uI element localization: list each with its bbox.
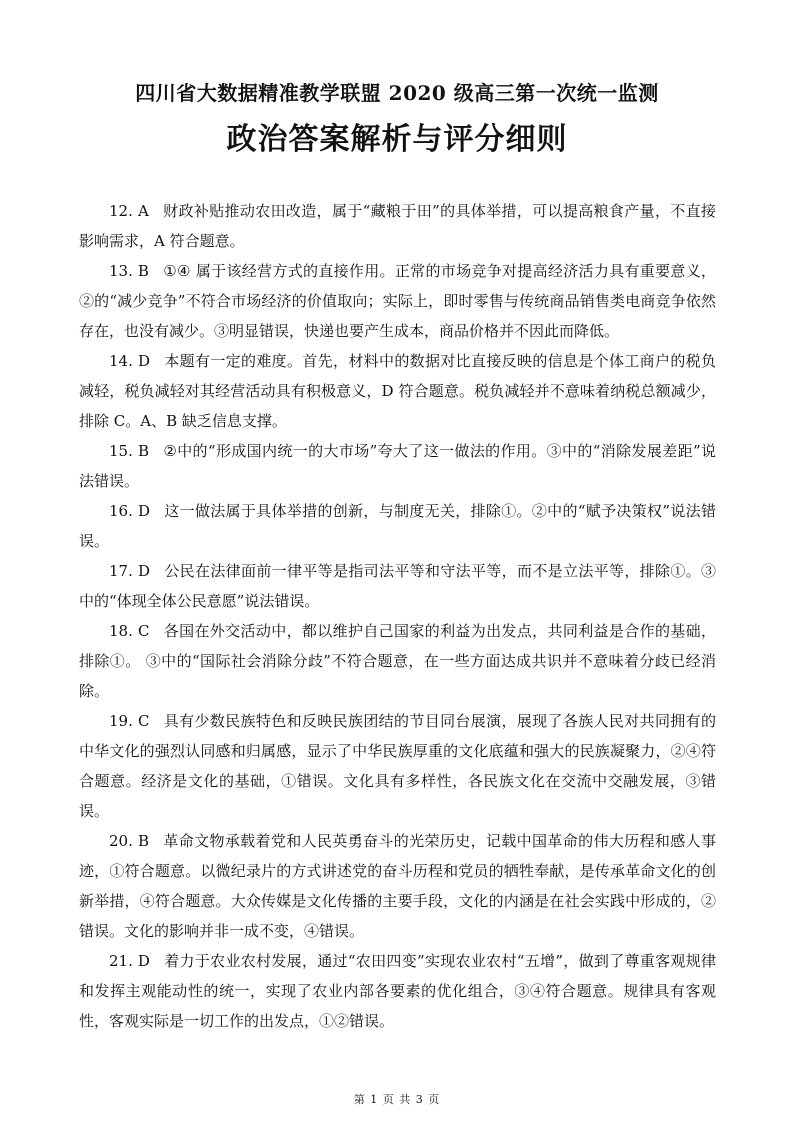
answer-number: 20. B (109, 832, 150, 850)
answer-number: 13. B (109, 262, 149, 280)
answer-text: 本题有一定的难度。首先，材料中的数据对比直接反映的信息是个体工商户的税负减轻，税负减轻对其经营活动具有积极意义，D 符合题意。税负减轻并不意味着纳税总额减少，排除 C。A、B 缺乏信息支撑。 (79, 352, 716, 430)
answer-text: ②中的“形成国内统一的大市场”夸大了这一做法的作用。③中的“消除发展差距”说法错误。 (79, 442, 716, 490)
answer-text: 这一做法属于具体举措的创新，与制度无关，排除①。②中的“赋予决策权”说法错误。 (79, 502, 716, 550)
page-footer: 第 1 页 共 3 页 (353, 1093, 441, 1106)
document-title: 四川省大数据精准教学联盟 2020 级高三第一次统一监测 (135, 81, 659, 105)
answer-text: 公民在法律面前一律平等是指司法平等和守法平等，而不是立法平等，排除①。③中的“体现全体公民意愿”说法错误。 (79, 562, 716, 610)
answer-text: 革命文物承载着党和人民英勇奋斗的光荣历史，记载中国革命的伟大历程和感人事迹，①符合题意。以微纪录片的方式讲述党的奋斗历程和党员的牺牲奉献，是传承革命文化的创新举措，④符合题意。大众传媒是文化传播的主要手段，文化的内涵是在社会实践中形成的，②错误。文化的影响并非一成不变，④错误。 (79, 832, 716, 940)
answer-text: 财政补贴推动农田改造，属于“藏粮于田”的具体举措，可以提高粮食产量，不直接影响需求，A 符合题意。 (79, 202, 716, 250)
answer-number: 18. C (109, 622, 150, 640)
answer-number: 21. D (109, 952, 150, 970)
answer-item-18 (79, 616, 716, 706)
answer-number: 17. D (109, 562, 150, 580)
answer-item-15 (79, 436, 716, 496)
answer-number: 12. A (109, 202, 149, 220)
answer-item-17 (79, 556, 716, 616)
answer-item-16 (79, 496, 716, 556)
document-header (0, 78, 794, 162)
answer-number: 16. D (109, 502, 150, 520)
answer-item-13 (79, 256, 716, 346)
answer-number: 14. D (109, 352, 150, 370)
answer-text: ①④ 属于该经营方式的直接作用。正常的市场竞争对提高经济活力具有重要意义，②的“减少竞争”不符合市场经济的价值取向；实际上，即时零售与传统商品销售类电商竞争依然存在，也没有减少。③明显错误，快递也要产生成本，商品价格并不因此而降低。 (79, 262, 716, 340)
answer-item-21 (79, 946, 716, 1036)
answer-list (79, 196, 716, 1036)
answer-item-12 (79, 196, 716, 256)
answer-text: 具有少数民族特色和反映民族团结的节目同台展演，展现了各族人民对共同拥有的中华文化的强烈认同感和归属感，显示了中华民族厚重的文化底蕴和强大的民族凝聚力，②④符合题意。经济是文化的基础，①错误。文化具有多样性，各民族文化在交流中交融发展，③错误。 (79, 712, 716, 820)
answer-item-14 (79, 346, 716, 436)
answer-text: 着力于农业农村发展，通过“农田四变”实现农业农村“五增”，做到了尊重客观规律和发挥主观能动性的统一，实现了农业内部各要素的优化组合，③④符合题意。规律具有客观性，客观实际是一切工作的出发点，①②错误。 (79, 952, 716, 1030)
answer-number: 15. B (109, 442, 150, 460)
document-subtitle: 政治答案解析与评分细则 (226, 122, 568, 157)
answer-item-19 (79, 706, 716, 826)
answer-text: 各国在外交活动中，都以维护自己国家的利益为出发点，共同利益是合作的基础，排除①。 ③中的“国际社会消除分歧”不符合题意，在一些方面达成共识并不意味着分歧已经消除。 (79, 622, 716, 700)
answer-number: 19. C (109, 712, 150, 730)
answer-item-20 (79, 826, 716, 946)
